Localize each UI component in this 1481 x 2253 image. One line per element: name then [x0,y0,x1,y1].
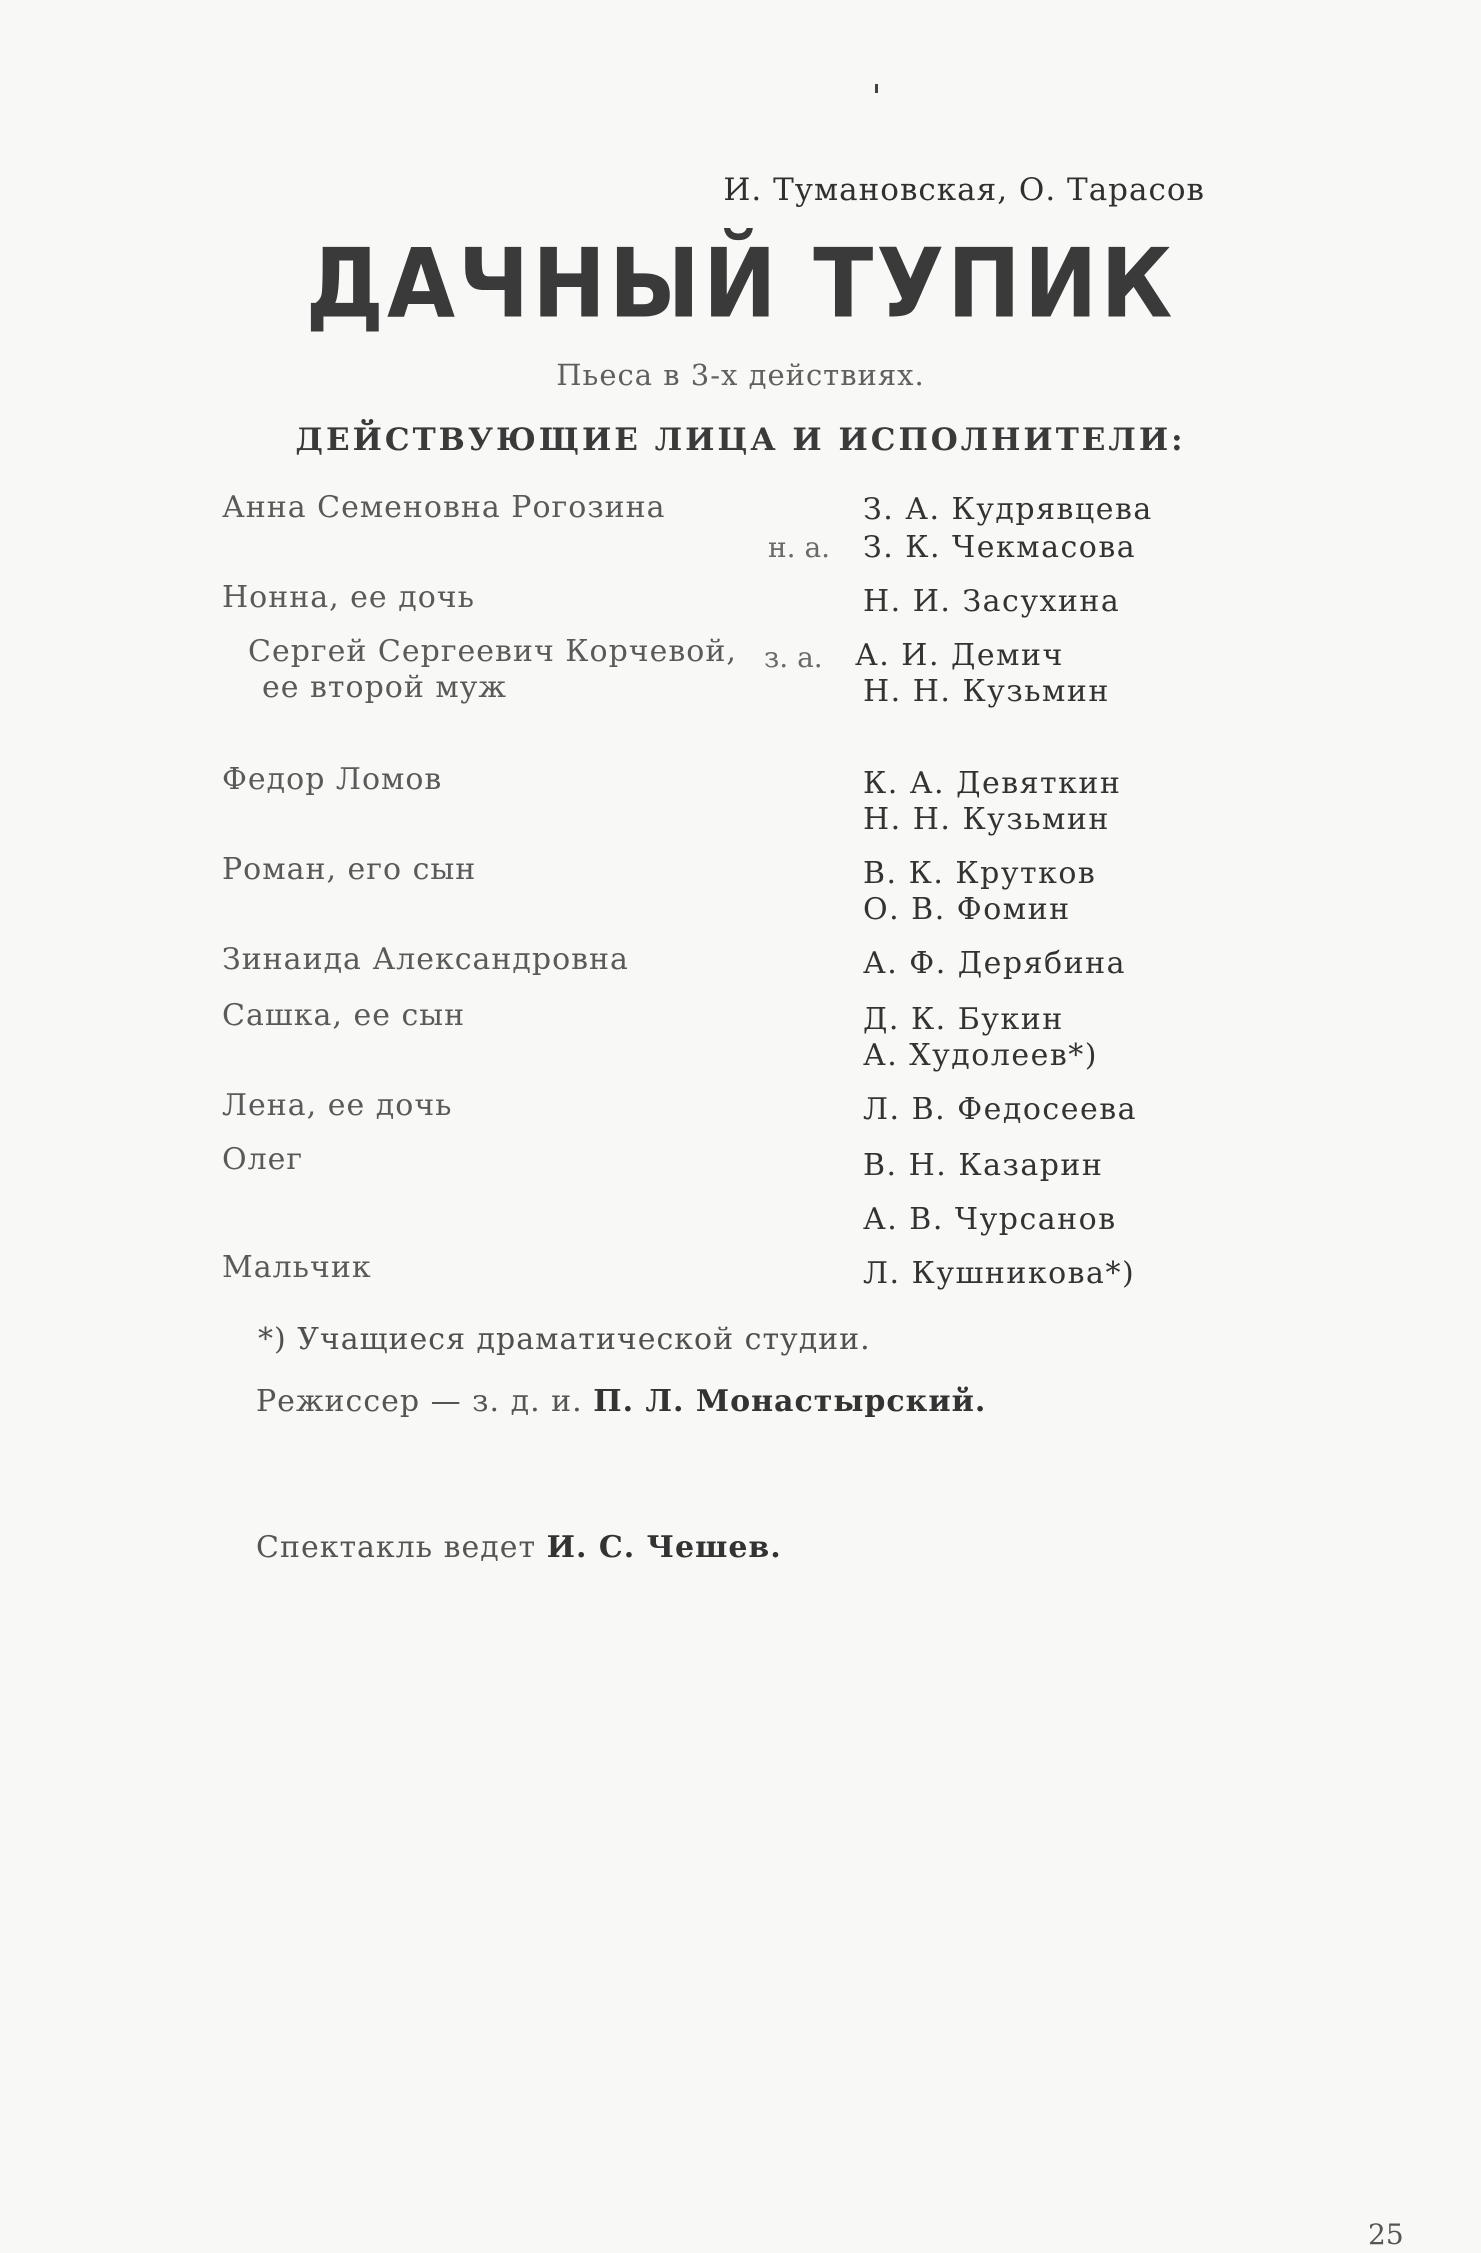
role-name: Зинаида Александровна [222,942,629,977]
cast-heading: ДЕЙСТВУЮЩИЕ ЛИЦА И ИСПОЛНИТЕЛИ: [295,422,1186,458]
director-line [256,1384,986,1419]
actor-name: Д. К. Букин [863,1002,1064,1037]
page-number: 25 [1368,2218,1404,2251]
actor-title: н. а. [768,531,831,564]
role-name: Федор Ломов [222,762,443,797]
actor-name: О. В. Фомин [863,892,1071,927]
role-name: Анна Семеновна Рогозина [222,490,666,525]
actor-name: В. К. Крутков [863,856,1097,891]
actor-name: Л. Кушникова*) [863,1256,1136,1291]
actor-name: Н. И. Засухина [863,584,1121,619]
play-subtitle: Пьеса в 3-х действиях. [556,358,925,392]
actor-name: Л. В. Федосеева [863,1092,1137,1127]
actor-name: Н. Н. Кузьмин [863,674,1110,709]
role-name: Сергей Сергеевич Корчевой, [248,634,737,669]
stage-manager-label: Спектакль ведет [256,1530,537,1565]
role-name: Роман, его сын [222,852,477,887]
actor-name: К. А. Девяткин [863,766,1122,801]
actor-name: А. Ф. Дерябина [863,946,1126,981]
stage-manager-name: И. С. Чешев. [546,1530,782,1565]
director-label: Режиссер — з. д. и. [256,1384,583,1419]
play-title: ДАЧНЫЙ ТУПИК [305,227,1176,340]
director-name: П. Л. Монастырский. [593,1384,987,1419]
role-name: Нонна, ее дочь [222,580,475,615]
actor-name: З. К. Чекмасова [863,530,1137,565]
actor-name: З. А. Кудрявцева [863,492,1153,527]
footnote: *) Учащиеся драматической студии. [258,1322,871,1357]
actor-name: А. В. Чурсанов [863,1202,1117,1237]
actor-name: В. Н. Казарин [863,1148,1104,1183]
actor-name: А. Худолеев*) [863,1038,1098,1073]
role-name: Сашка, ее сын [222,998,466,1033]
stage-manager-line [256,1530,782,1565]
ink-speck [875,84,878,93]
role-name: Олег [222,1142,304,1177]
authors-line: И. Тумановская, О. Тарасов [723,172,1205,208]
role-description: ее второй муж [262,670,507,705]
role-name: Лена, ее дочь [222,1088,453,1123]
role-name: Мальчик [222,1250,372,1285]
actor-title: з. а. [764,641,823,674]
actor-name: А. И. Демич [855,638,1064,673]
actor-name: Н. Н. Кузьмин [863,802,1110,837]
